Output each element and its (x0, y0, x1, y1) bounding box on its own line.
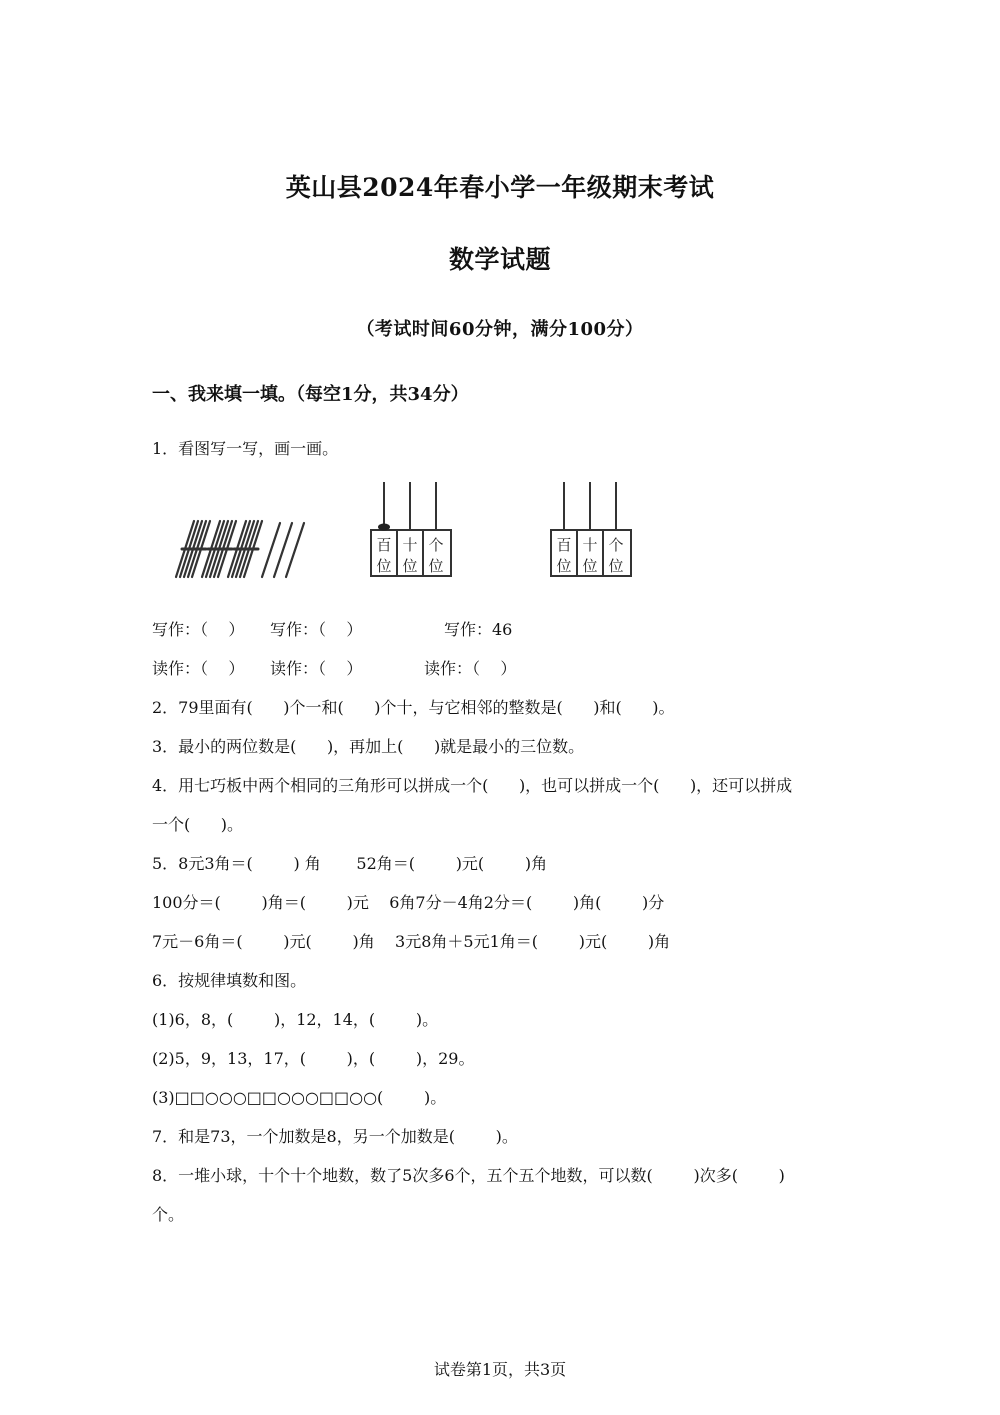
label-hundreds-top: 百 (376, 536, 392, 554)
abacus-figure-2 (548, 482, 634, 582)
write-answer-2: 写作：（ ） (270, 620, 363, 639)
question-5-line-2: 100分＝( )角＝( )元 6角7分－4角2分＝( )角( )分 (152, 893, 665, 912)
question-6-part-1: (1)6，8，( )，12，14，( )。 (152, 1010, 439, 1029)
stick-bundles-figure (170, 515, 320, 585)
question-5-line-3: 7元－6角＝( )元( )角 3元8角＋5元1角＝( )元( )角 (152, 932, 671, 951)
abacus-bead (378, 524, 390, 531)
question-5-line-1: 5．8元3角＝( ) 角 52角＝( )元( )角 (152, 854, 548, 873)
question-2: 2．79里面有( )个一和( )个十，与它相邻的整数是( )和( )。 (152, 698, 675, 717)
question-8-line-1: 8．一堆小球，十个十个地数，数了5次多6个，五个五个地数，可以数( )次多( ) (152, 1166, 785, 1185)
section-1-heading: 一、我来填一填。（每空1分，共34分） (152, 384, 469, 405)
question-6-part-3: (3)□□○○○□□○○○□□○○( )。 (152, 1088, 447, 1107)
exam-title: 英山县2024年春小学一年级期末考试 (285, 173, 715, 202)
label-hundreds-top: 百 (556, 536, 572, 554)
question-3: 3．最小的两位数是( )，再加上( )就是最小的三位数。 (152, 737, 585, 756)
label-ones-top: 个 (428, 536, 444, 554)
question-6-text: 6．按规律填数和图。 (152, 971, 307, 990)
question-4-line-1: 4．用七巧板中两个相同的三角形可以拼成一个( )，也可以拼成一个( )，还可以拼成 (152, 776, 793, 795)
page-footer: 试卷第1页，共3页 (433, 1360, 567, 1379)
abacus-figure-1 (368, 482, 454, 582)
exam-subtitle: 数学试题 (448, 245, 551, 274)
label-tens-bottom: 位 (402, 557, 418, 575)
read-answer-2: 读作：（ ） (270, 659, 363, 678)
question-6-part-2: (2)5，9，13，17，( )，( )，29。 (152, 1049, 475, 1068)
label-ones-bottom: 位 (428, 557, 444, 575)
label-tens-bottom: 位 (582, 557, 598, 575)
label-hundreds-bottom: 位 (376, 557, 392, 575)
question-7: 7．和是73，一个加数是8，另一个加数是( )。 (152, 1127, 518, 1146)
question-1-text: 1．看图写一写，画一画。 (152, 439, 339, 458)
question-8-line-2: 个。 (152, 1205, 185, 1224)
exam-info: （考试时间60分钟，满分100分） (356, 319, 644, 340)
label-ones-bottom: 位 (608, 557, 624, 575)
question-4-line-2: 一个( )。 (152, 815, 244, 834)
label-tens-top: 十 (402, 536, 418, 554)
read-answer-1: 读作：（ ） (152, 659, 245, 678)
label-hundreds-bottom: 位 (556, 557, 572, 575)
read-answer-3: 读作：（ ） (424, 659, 517, 678)
label-tens-top: 十 (582, 536, 598, 554)
label-ones-top: 个 (608, 536, 624, 554)
write-answer-1: 写作：（ ） (152, 620, 245, 639)
write-answer-3: 写作：46 (444, 620, 513, 639)
